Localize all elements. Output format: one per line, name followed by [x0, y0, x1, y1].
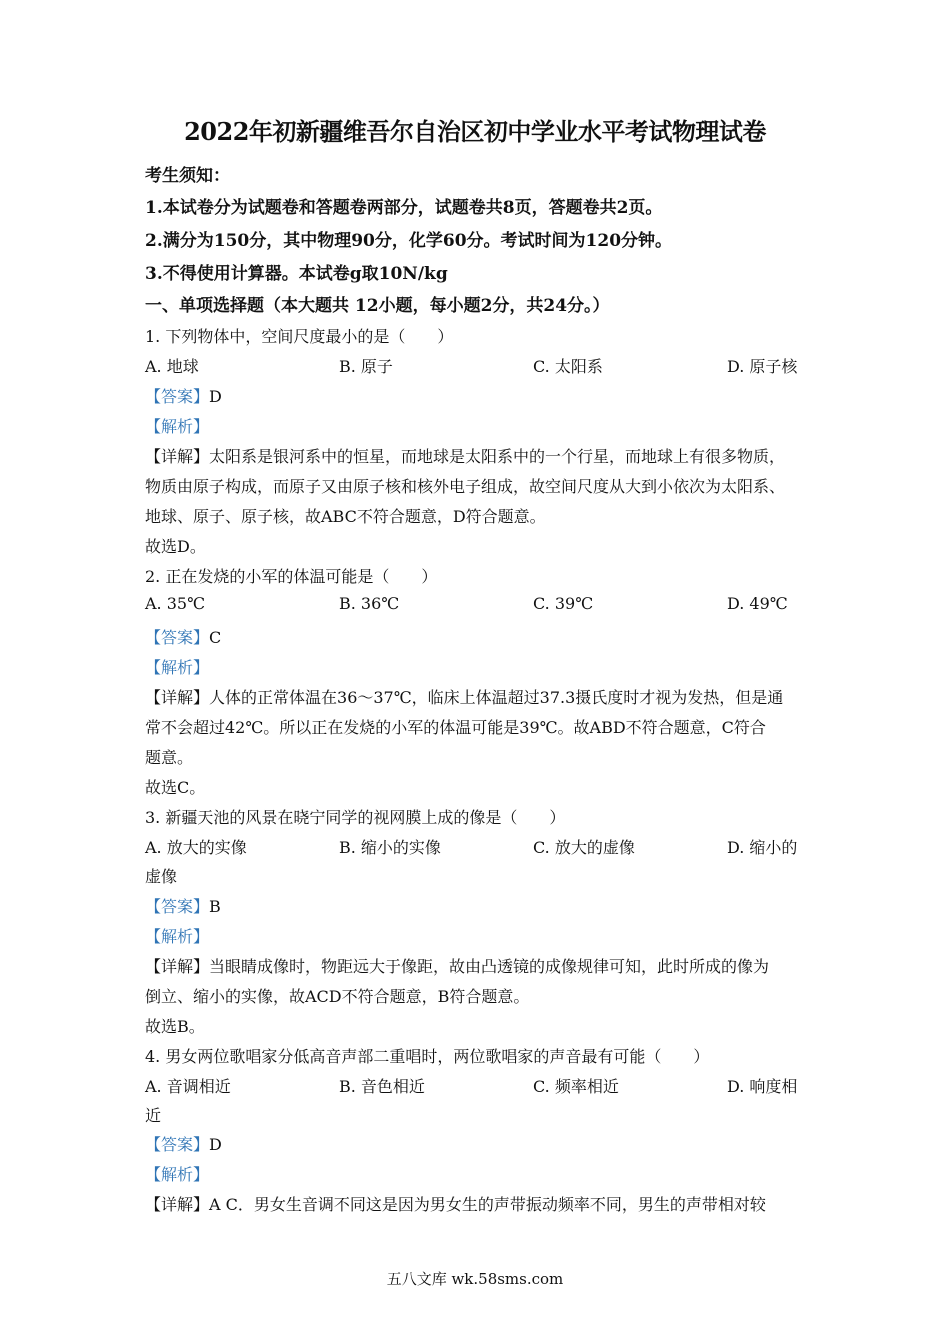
question-1-conclusion: 故选D。 — [145, 537, 206, 556]
question-3-option-c: C. 放大的虚像 — [533, 838, 635, 857]
question-3-stem: 3. 新疆天池的风景在晓宁同学的视网膜上成的像是（ ） — [145, 808, 566, 827]
question-2-detail-line — [145, 685, 783, 708]
answer-value: B — [209, 897, 221, 916]
question-1-detail-line — [145, 444, 785, 467]
question-1-option-a: A. 地球 — [145, 357, 199, 376]
detail-label: 【详解】 — [145, 447, 210, 466]
question-4-option-b: B. 音色相近 — [339, 1077, 425, 1096]
notice-item-2: 2.满分为150分，其中物理90分，化学60分。考试时间为120分钟。 — [145, 231, 673, 251]
question-1-stem: 1. 下列物体中，空间尺度最小的是（ ） — [145, 327, 454, 346]
question-2-option-d: D. 49℃ — [727, 594, 788, 613]
question-4-option-wrap: 近 — [145, 1106, 162, 1125]
notice-item-3: 3.不得使用计算器。本试卷g取10N/kg — [145, 264, 448, 284]
question-3-detail-line — [145, 954, 769, 977]
question-2-analysis-label: 【解析】 — [145, 658, 210, 677]
detail-text: 人体的正常体温在36～37℃，临床上体温超过37.3摄氏度时才视为发热，但是通 — [209, 688, 784, 707]
answer-value: D — [209, 387, 222, 406]
detail-text: 太阳系是银河系中的恒星，而地球是太阳系中的一个行星，而地球上有很多物质， — [209, 447, 786, 466]
question-3-option-a: A. 放大的实像 — [145, 838, 247, 857]
question-2-conclusion: 故选C。 — [145, 778, 206, 797]
detail-label: 【详解】 — [145, 688, 210, 707]
question-2-detail-line: 常不会超过42℃。所以正在发烧的小军的体温可能是39℃。故ABD不符合题意，C符合 — [145, 718, 766, 737]
answer-value: C — [209, 628, 222, 647]
question-3-option-b: B. 缩小的实像 — [339, 838, 441, 857]
question-1-option-c: C. 太阳系 — [533, 357, 603, 376]
question-3-option-wrap: 虚像 — [145, 867, 178, 886]
answer-label: 【答案】 — [145, 387, 210, 406]
notice-heading: 考生须知： — [145, 166, 230, 186]
detail-text: 当眼睛成像时，物距远大于像距，故由凸透镜的成像规律可知，此时所成的像为 — [209, 957, 770, 976]
answer-label: 【答案】 — [145, 897, 210, 916]
question-1-answer — [145, 384, 222, 407]
question-3-conclusion: 故选B。 — [145, 1017, 205, 1036]
question-1-detail-line: 物质由原子构成，而原子又由原子核和核外电子组成，故空间尺度从大到小依次为太阳系、 — [145, 477, 786, 496]
question-1-option-b: B. 原子 — [339, 357, 393, 376]
detail-label: 【详解】 — [145, 1195, 210, 1214]
detail-text: A C．男女生音调不同这是因为男女生的声带振动频率不同，男生的声带相对较 — [209, 1195, 766, 1214]
question-1-analysis-label: 【解析】 — [145, 417, 210, 436]
question-1-detail-line: 地球、原子、原子核，故ABC不符合题意，D符合题意。 — [145, 507, 546, 526]
notice-item-1: 1.本试卷分为试题卷和答题卷两部分，试题卷共8页，答题卷共2页。 — [145, 198, 663, 218]
page-footer-watermark: 五八文库 wk.58sms.com — [386, 1270, 564, 1288]
question-2-answer — [145, 625, 221, 648]
question-1-option-d: D. 原子核 — [727, 357, 798, 376]
question-2-option-b: B. 36℃ — [339, 594, 400, 613]
question-2-option-c: C. 39℃ — [533, 594, 594, 613]
answer-value: D — [209, 1135, 222, 1154]
question-3-answer — [145, 894, 221, 917]
answer-label: 【答案】 — [145, 1135, 210, 1154]
question-2-detail-line: 题意。 — [145, 748, 194, 767]
page-title: 2022年初新疆维吾尔自治区初中学业水平考试物理试卷 — [184, 117, 766, 146]
detail-label: 【详解】 — [145, 957, 210, 976]
question-4-detail-line — [145, 1192, 766, 1215]
question-3-detail-line: 倒立、缩小的实像，故ACD不符合题意，B符合题意。 — [145, 987, 530, 1006]
question-4-stem: 4. 男女两位歌唱家分低高音声部二重唱时，两位歌唱家的声音最有可能（ ） — [145, 1047, 710, 1066]
section-heading: 一、单项选择题（本大题共 12小题，每小题2分，共24分。） — [145, 296, 610, 316]
question-4-analysis-label: 【解析】 — [145, 1165, 210, 1184]
question-3-analysis-label: 【解析】 — [145, 927, 210, 946]
question-4-answer — [145, 1132, 222, 1155]
question-4-option-d: D. 响度相 — [727, 1077, 798, 1096]
answer-label: 【答案】 — [145, 628, 210, 647]
question-3-option-d: D. 缩小的 — [727, 838, 798, 857]
question-4-option-c: C. 频率相近 — [533, 1077, 619, 1096]
question-2-stem: 2. 正在发烧的小军的体温可能是（ ） — [145, 567, 438, 586]
question-4-option-a: A. 音调相近 — [145, 1077, 231, 1096]
question-2-option-a: A. 35℃ — [145, 594, 205, 613]
